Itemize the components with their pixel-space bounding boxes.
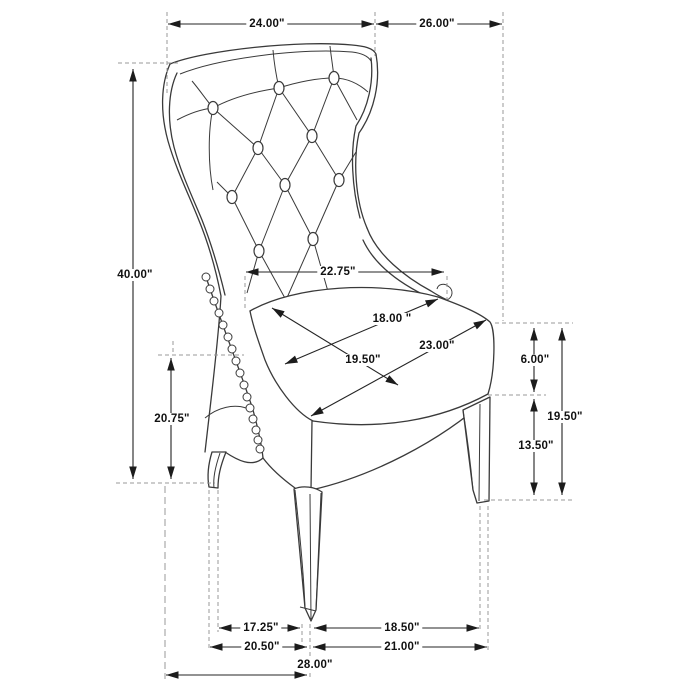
dim-seat-depth-diagonal: 19.50" bbox=[342, 354, 383, 366]
dim-overall-height: 40.00" bbox=[114, 269, 155, 281]
dim-seat-width-diagonal: 23.00" bbox=[416, 340, 457, 352]
dim-top-depth: 26.00" bbox=[416, 18, 457, 30]
dim-front-leg-spacing: 17.25" bbox=[240, 622, 281, 634]
dim-leg-height: 13.50" bbox=[515, 440, 556, 452]
dim-floor-to-seat-height: 19.50" bbox=[544, 411, 585, 423]
dim-back-top-width: 24.00" bbox=[246, 18, 287, 30]
dim-side-height: 20.75" bbox=[151, 413, 192, 425]
dim-base-depth: 21.00" bbox=[381, 641, 422, 653]
dim-overall-base-depth: 28.00" bbox=[294, 659, 335, 671]
dim-back-width-at-seat: 22.75" bbox=[317, 266, 358, 278]
dim-leg-depth-spacing: 18.50" bbox=[381, 622, 422, 634]
dim-base-width: 20.50" bbox=[241, 641, 282, 653]
dim-seat-back-width: 18.00 " bbox=[370, 313, 415, 325]
dim-seat-cushion-thickness: 6.00" bbox=[518, 354, 553, 366]
